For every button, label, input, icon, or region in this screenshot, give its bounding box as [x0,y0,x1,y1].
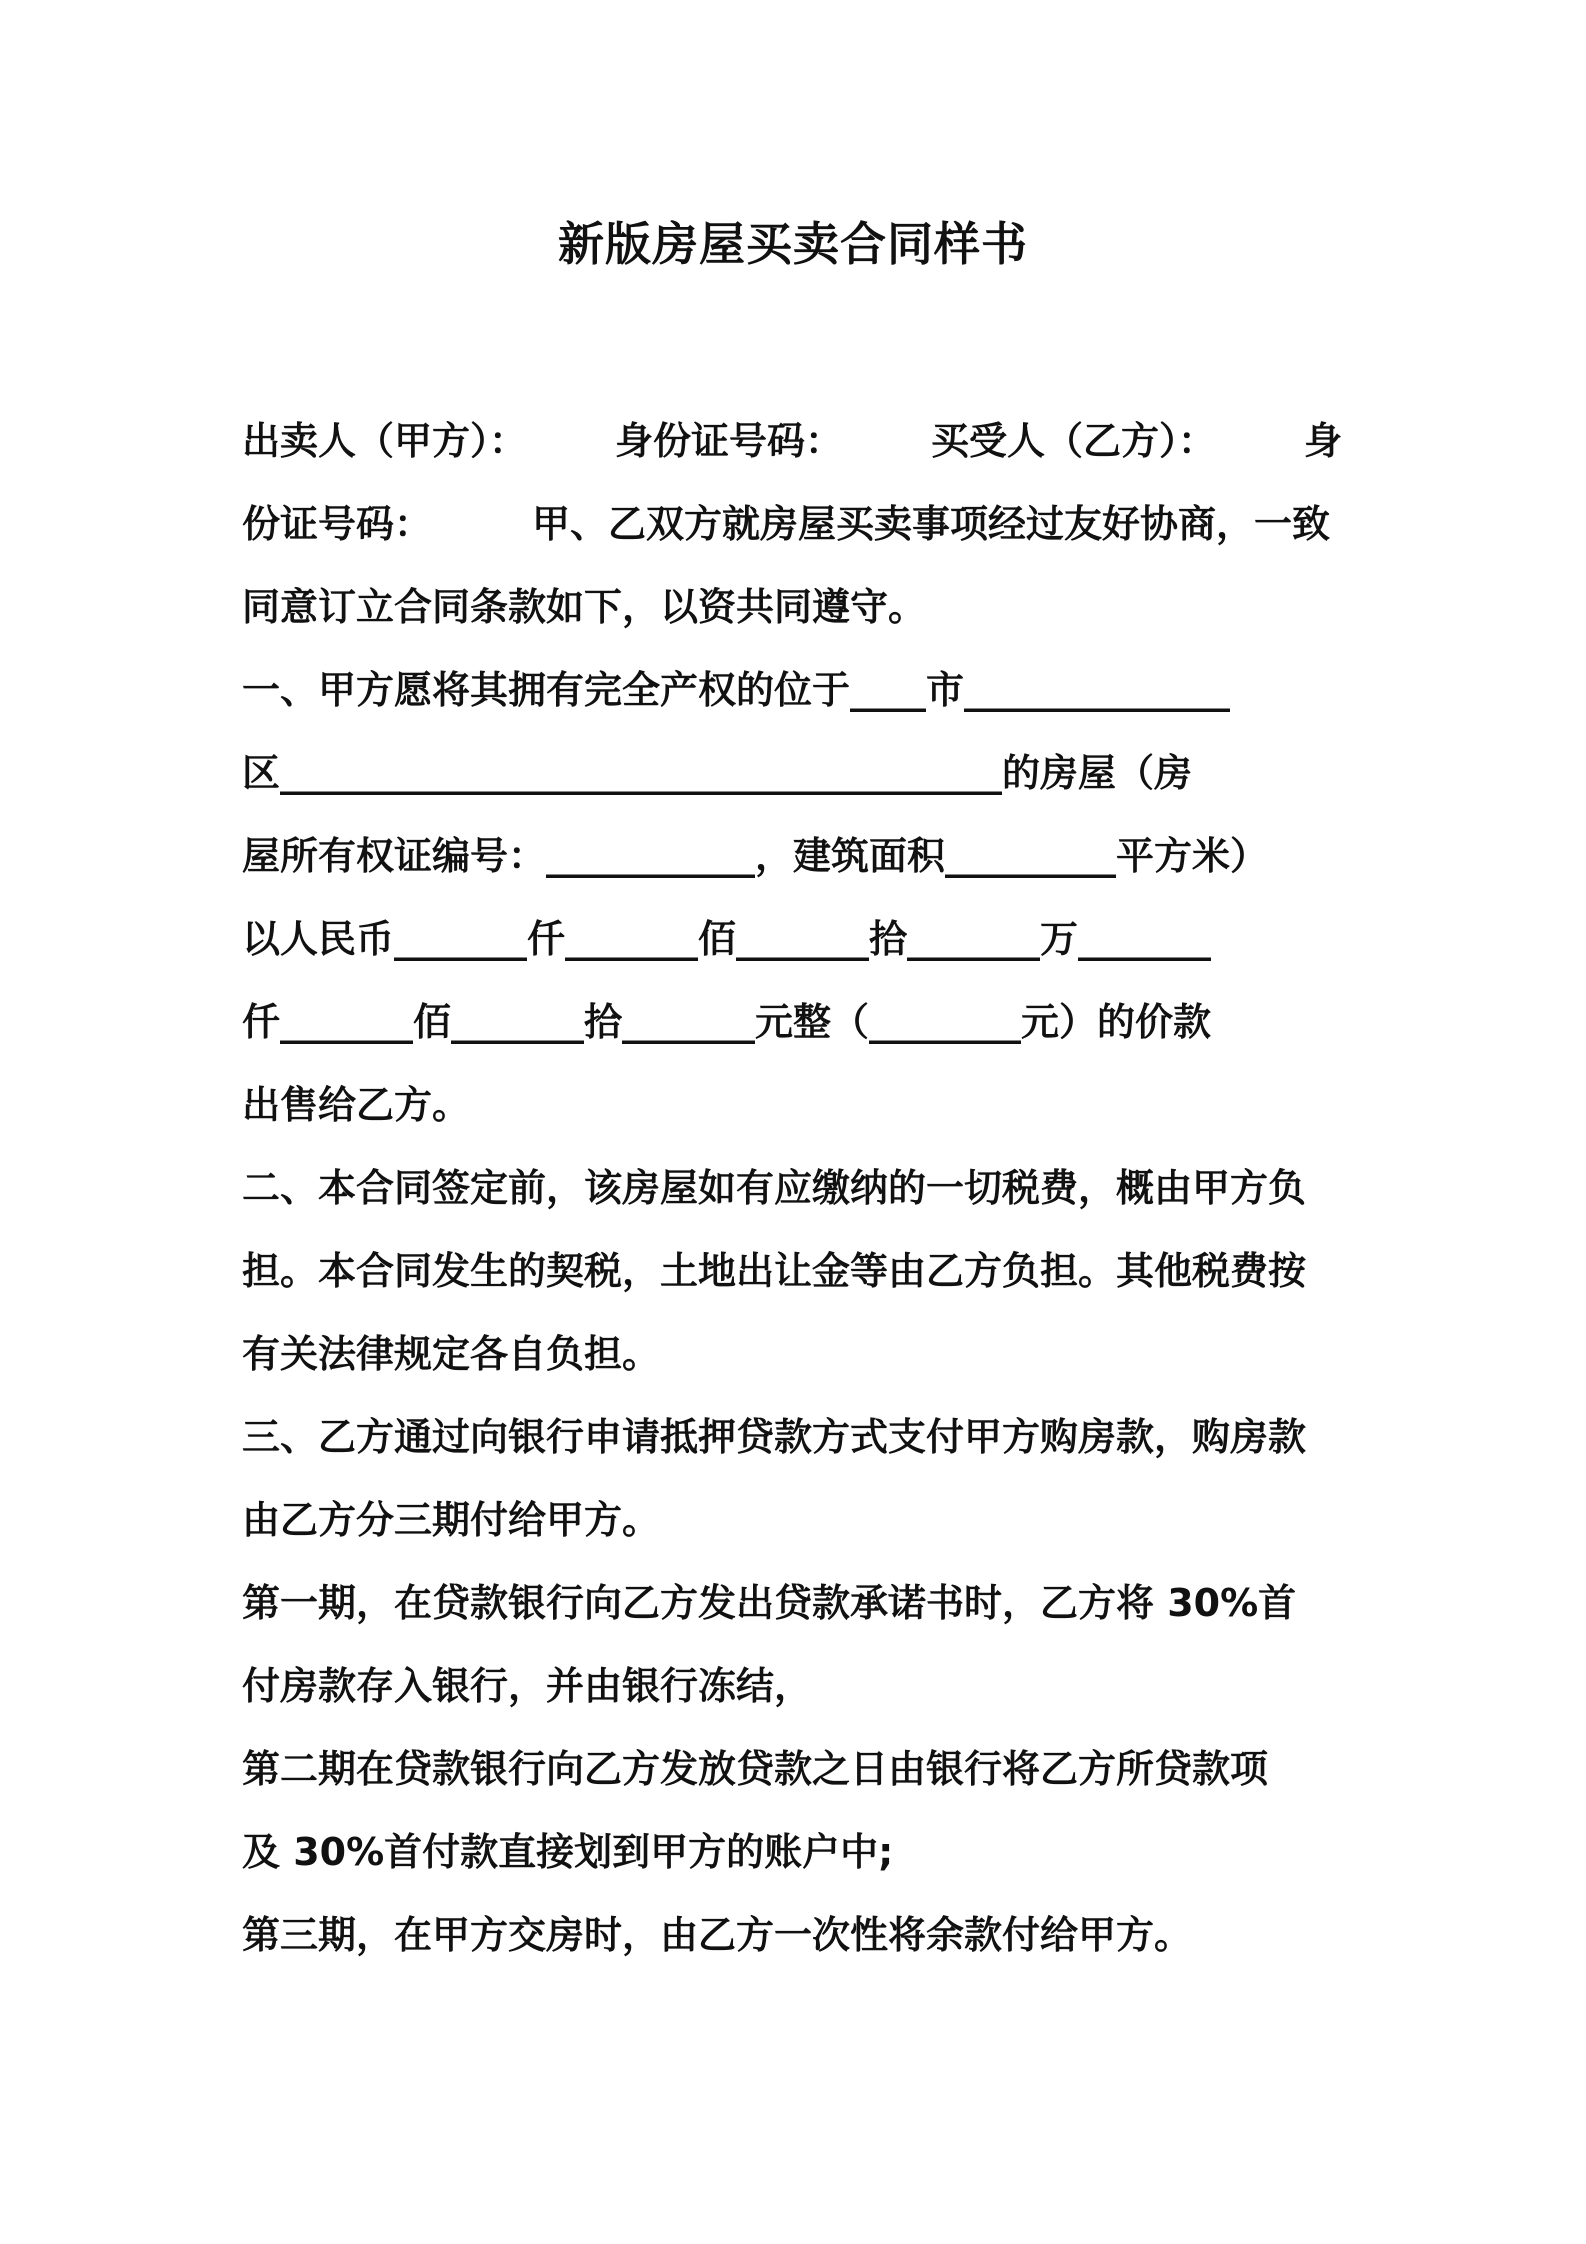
line-text: 有关法律规定各自负担。 [242,1332,661,1376]
seller-label: 出卖人（甲方）： [242,419,528,463]
line-text: 第三期，在甲方交房时，由乙方一次性将余款付给甲方。 [242,1913,1193,1957]
clause-2-line [242,1147,1342,1230]
id-number-label: 份证号码： [242,502,433,546]
installment-1-line [242,1645,1342,1728]
line-fragment: 身 [1303,419,1342,463]
clause-1-line [242,732,1342,815]
clause-1-line [242,649,1342,732]
clause-1-line [242,898,1342,981]
line-fragment: 甲、乙双方就房屋买卖事项经过友好协商，一致 [532,502,1331,546]
line-text: 二、本合同签定前，该房屋如有应缴纳的一切税费，概由甲方负 [242,1166,1307,1210]
line-text: 同意订立合同条款如下，以资共同遵守。 [242,585,927,629]
clause-3-line [242,1396,1342,1479]
line-text: 及 30%首付款直接划到甲方的账户中; [242,1830,894,1874]
line-text: 一、甲方愿将其拥有完全产权的位于____市______________ [242,668,1231,712]
line-text: 屋所有权证编号：___________，建筑面积_________平方米） [242,834,1269,878]
line-text: 担。本合同发生的契税，土地出让金等由乙方负担。其他税费按 [242,1249,1307,1293]
clause-2-line [242,1313,1342,1396]
line-text: 区______________________________________的房屋（房 [242,751,1193,795]
line-text: 出售给乙方。 [242,1083,471,1127]
paragraph-line [242,483,1342,566]
line-text: 由乙方分三期付给甲方。 [242,1498,661,1542]
clause-1-line [242,815,1342,898]
installment-2-line [242,1728,1342,1811]
clause-3-line [242,1479,1342,1562]
line-text: 第一期，在贷款银行向乙方发出贷款承诺书时，乙方将 30%首 [242,1581,1297,1625]
line-text: 三、乙方通过向银行申请抵押贷款方式支付甲方购房款，购房款 [242,1415,1307,1459]
line-text: 付房款存入银行，并由银行冻结， [242,1664,813,1708]
paragraph-line [242,566,1342,649]
line-text: 以人民币_______仟_______佰_______拾_______万_______ [242,917,1212,961]
installment-2-line [242,1811,1342,1894]
contract-body [242,400,1342,1977]
document-title: 新版房屋买卖合同样书 [558,217,1028,271]
clause-1-line [242,981,1342,1064]
id-number-label: 身份证号码： [614,419,843,463]
buyer-label: 买受人（乙方）： [930,419,1216,463]
line-text: 第二期在贷款银行向乙方发放贷款之日由银行将乙方所贷款项 [242,1747,1269,1791]
clause-1-line [242,1064,1342,1147]
line-text: 仟_______佰_______拾_______元整（________元）的价款 [242,1000,1212,1044]
installment-3-line [242,1894,1342,1977]
paragraph-line [242,400,1342,483]
installment-1-line [242,1562,1342,1645]
clause-2-line [242,1230,1342,1313]
